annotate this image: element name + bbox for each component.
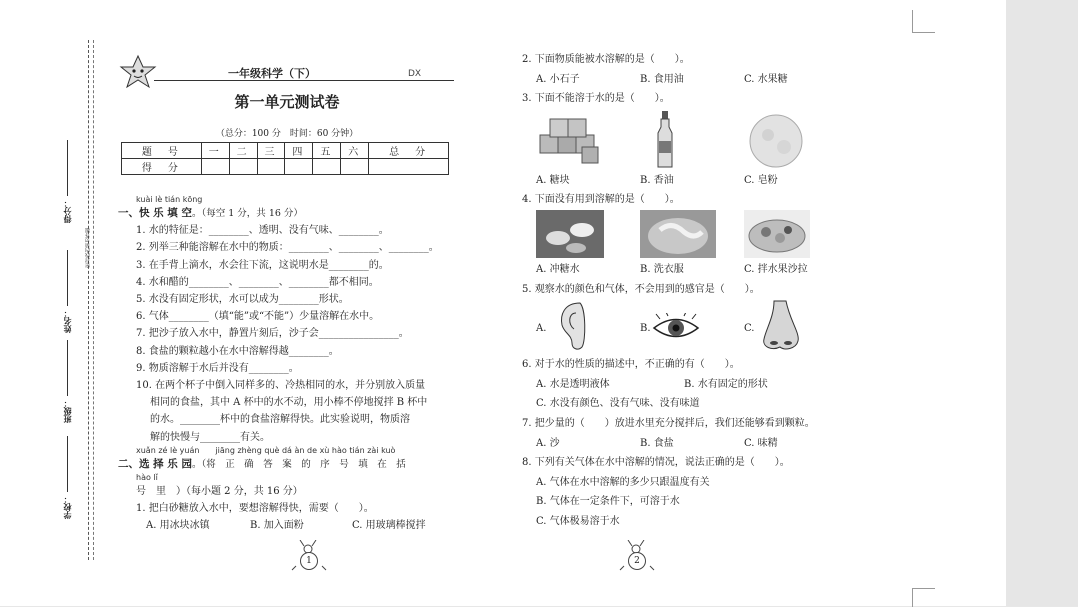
seal-note: 密封线内请勿答题	[85, 228, 91, 268]
nose-icon	[760, 299, 802, 353]
binding-strip	[60, 40, 110, 560]
option[interactable]: C. 用玻璃棒搅拌	[352, 520, 426, 532]
choice-options-6	[522, 375, 882, 395]
fill-item: 5. 水没有固定形状，水可以成为________形状。	[136, 294, 349, 306]
option[interactable]: A.	[536, 323, 547, 335]
sugar-water-photo	[536, 210, 604, 258]
right-column	[522, 50, 882, 532]
fruit-salad-photo	[744, 210, 810, 258]
viewer-background	[1006, 0, 1078, 606]
section2-heading: 二、选 择 乐 园。（将 正 确 答 案 的 序 号 填 在 括	[118, 457, 406, 470]
name-field: 姓名：	[62, 250, 73, 333]
choice-options-1	[118, 517, 463, 534]
school-field: 学校：	[62, 436, 73, 519]
score-cell: 二	[229, 143, 257, 159]
score-cell: 总 分	[369, 143, 449, 159]
score-cell: 三	[257, 143, 285, 159]
choice-question-6: 6. 对于水的性质的描述中，不正确的有（ ）。	[522, 359, 740, 371]
fill-item-continued: 相同的食盐，其中 A 杯中的水不动，用小棒不停地搅拌 B 杯中	[150, 397, 428, 409]
sugar-cubes-image	[536, 109, 602, 165]
option[interactable]: B. 水有固定的形状	[684, 378, 768, 390]
score-table-header-row	[122, 143, 449, 159]
fill-item: 8. 食盐的颗粒越小在水中溶解得越________。	[136, 345, 339, 357]
score-cell: 一	[201, 143, 229, 159]
option[interactable]: C.	[744, 323, 755, 335]
exam-header	[118, 54, 456, 90]
score-table-score-row	[122, 159, 449, 175]
option[interactable]: B. 加入面粉	[250, 520, 304, 532]
crop-mark	[912, 10, 935, 33]
choice-question-3: 3. 下面不能溶于水的是（ ）。	[522, 93, 670, 105]
class-field: 班级：	[62, 340, 73, 423]
score-cell[interactable]	[257, 159, 285, 175]
choice-question-4: 4. 下面没有用到溶解的是（ ）。	[522, 194, 680, 206]
page-number-right: 2	[618, 540, 658, 576]
option[interactable]: A. 冲糖水	[536, 263, 580, 275]
option[interactable]: C. 拌水果沙拉	[744, 263, 808, 275]
seal-line-2	[93, 40, 94, 560]
option[interactable]: B. 食盐	[640, 437, 674, 449]
score-cell[interactable]	[369, 159, 449, 175]
choice-options-4	[522, 260, 882, 280]
option[interactable]: A. 水是透明液体	[536, 378, 610, 390]
star-mascot-icon	[118, 54, 158, 90]
fill-item: 4. 水和醋的________、________、________都不相同。	[136, 276, 379, 288]
option[interactable]: C. 味精	[744, 437, 778, 449]
section1-heading: 一、快 乐 填 空。（每空 1 分，共 16 分）	[118, 207, 303, 219]
score-table	[121, 142, 449, 175]
grade-label: 一年级科学（下）	[228, 67, 316, 80]
choice-options-7	[522, 434, 882, 454]
fill-item-continued: 解的快慢与________有关。	[150, 431, 270, 443]
option[interactable]: A. 用冰块冰镇	[146, 520, 210, 532]
option[interactable]: B. 气体在一定条件下，可溶于水	[536, 496, 680, 508]
left-column	[118, 195, 463, 535]
fill-item: 7. 把沙子放入水中，静置片刻后，沙子会________________。	[136, 328, 409, 340]
option[interactable]: B. 香油	[640, 174, 674, 186]
ear-icon	[556, 299, 590, 353]
choice-options-2	[522, 70, 882, 90]
option[interactable]: B.	[640, 323, 651, 335]
option[interactable]: C. 皂粉	[744, 174, 778, 186]
choice-question-8: 8. 下列有关气体在水中溶解的情况，说法正确的是（ ）。	[522, 457, 790, 469]
choice-question-2: 2. 下面物质能被水溶解的是（ ）。	[522, 54, 690, 65]
sesame-oil-bottle-image	[650, 109, 680, 169]
fill-item: 10. 在两个杯子中倒入同样多的、冷热相同的水，并分别放入质量	[136, 380, 426, 392]
score-cell[interactable]	[201, 159, 229, 175]
fill-item: 3. 在手背上滴水，水会往下流，这说明水是________的。	[136, 259, 389, 271]
fill-item: 9. 物质溶解于水后并没有________。	[136, 362, 299, 374]
option[interactable]: A. 小石子	[536, 73, 580, 85]
option[interactable]: C. 水果糖	[744, 73, 788, 85]
section1-pinyin: kuài lè tián kōng	[136, 195, 203, 204]
eye-icon	[652, 313, 700, 343]
score-cell[interactable]	[285, 159, 313, 175]
seal-line	[88, 40, 89, 560]
score-cell[interactable]	[341, 159, 369, 175]
score-cell[interactable]	[229, 159, 257, 175]
score-cell: 得 分	[122, 159, 202, 175]
section2-note-line: 号 里 ）（每小题 2 分，共 16 分）	[136, 486, 303, 498]
question-4-images	[522, 210, 882, 260]
option[interactable]: A. 糖块	[536, 174, 570, 186]
score-cell: 五	[313, 143, 341, 159]
option[interactable]: C. 气体极易溶于水	[536, 515, 620, 527]
section2-pinyin: xuǎn zé lè yuán jiāng zhèng què dá àn de xù hào tián zài kuò	[136, 445, 396, 455]
washing-clothes-photo	[640, 210, 716, 258]
choice-options-3	[522, 171, 882, 191]
option[interactable]: C. 水没有颜色、没有气味、没有味道	[536, 398, 700, 410]
choice-question-1: 1. 把白砂糖放入水中，要想溶解得快，需要（ ）。	[136, 503, 374, 515]
exam-title: 第一单元测试卷	[234, 93, 340, 111]
series-tag: DX	[408, 69, 422, 79]
question-5-images	[522, 299, 882, 355]
option[interactable]: A. 沙	[536, 437, 560, 449]
score-cell[interactable]	[313, 159, 341, 175]
section2-pinyin-2: hào lǐ	[136, 473, 158, 483]
score-cell: 题 号	[122, 143, 202, 159]
option[interactable]: B. 食用油	[640, 73, 684, 85]
fill-item: 6. 气体________（填“能”或“不能”）少量溶解在水中。	[136, 311, 380, 323]
question-3-images	[522, 109, 882, 171]
option[interactable]: B. 洗衣服	[640, 263, 684, 275]
fill-item: 1. 水的特征是：________、透明、没有气味、________。	[136, 225, 389, 237]
crop-mark	[912, 588, 935, 607]
choice-question-5: 5. 观察水的颜色和气体，不会用到的感官是（ ）。	[522, 283, 760, 295]
fill-item-continued: 的水。________杯中的食盐溶解得快。此实验说明，物质溶	[150, 414, 410, 426]
option[interactable]: A. 气体在水中溶解的多少只跟温度有关	[536, 476, 710, 488]
score-field: 得分：	[62, 140, 73, 223]
page-number-left: 1	[290, 540, 330, 576]
score-cell: 六	[341, 143, 369, 159]
fill-item: 2. 列举三种能溶解在水中的物质：________、________、________。	[136, 242, 439, 254]
choice-question-7: 7. 把少量的（ ）放进水里充分搅拌后，我们还能够看到颗粒。	[522, 417, 815, 429]
exam-info: （总分：100 分 时间：60 分钟）	[215, 129, 359, 139]
score-cell: 四	[285, 143, 313, 159]
soap-powder-image	[746, 109, 806, 169]
